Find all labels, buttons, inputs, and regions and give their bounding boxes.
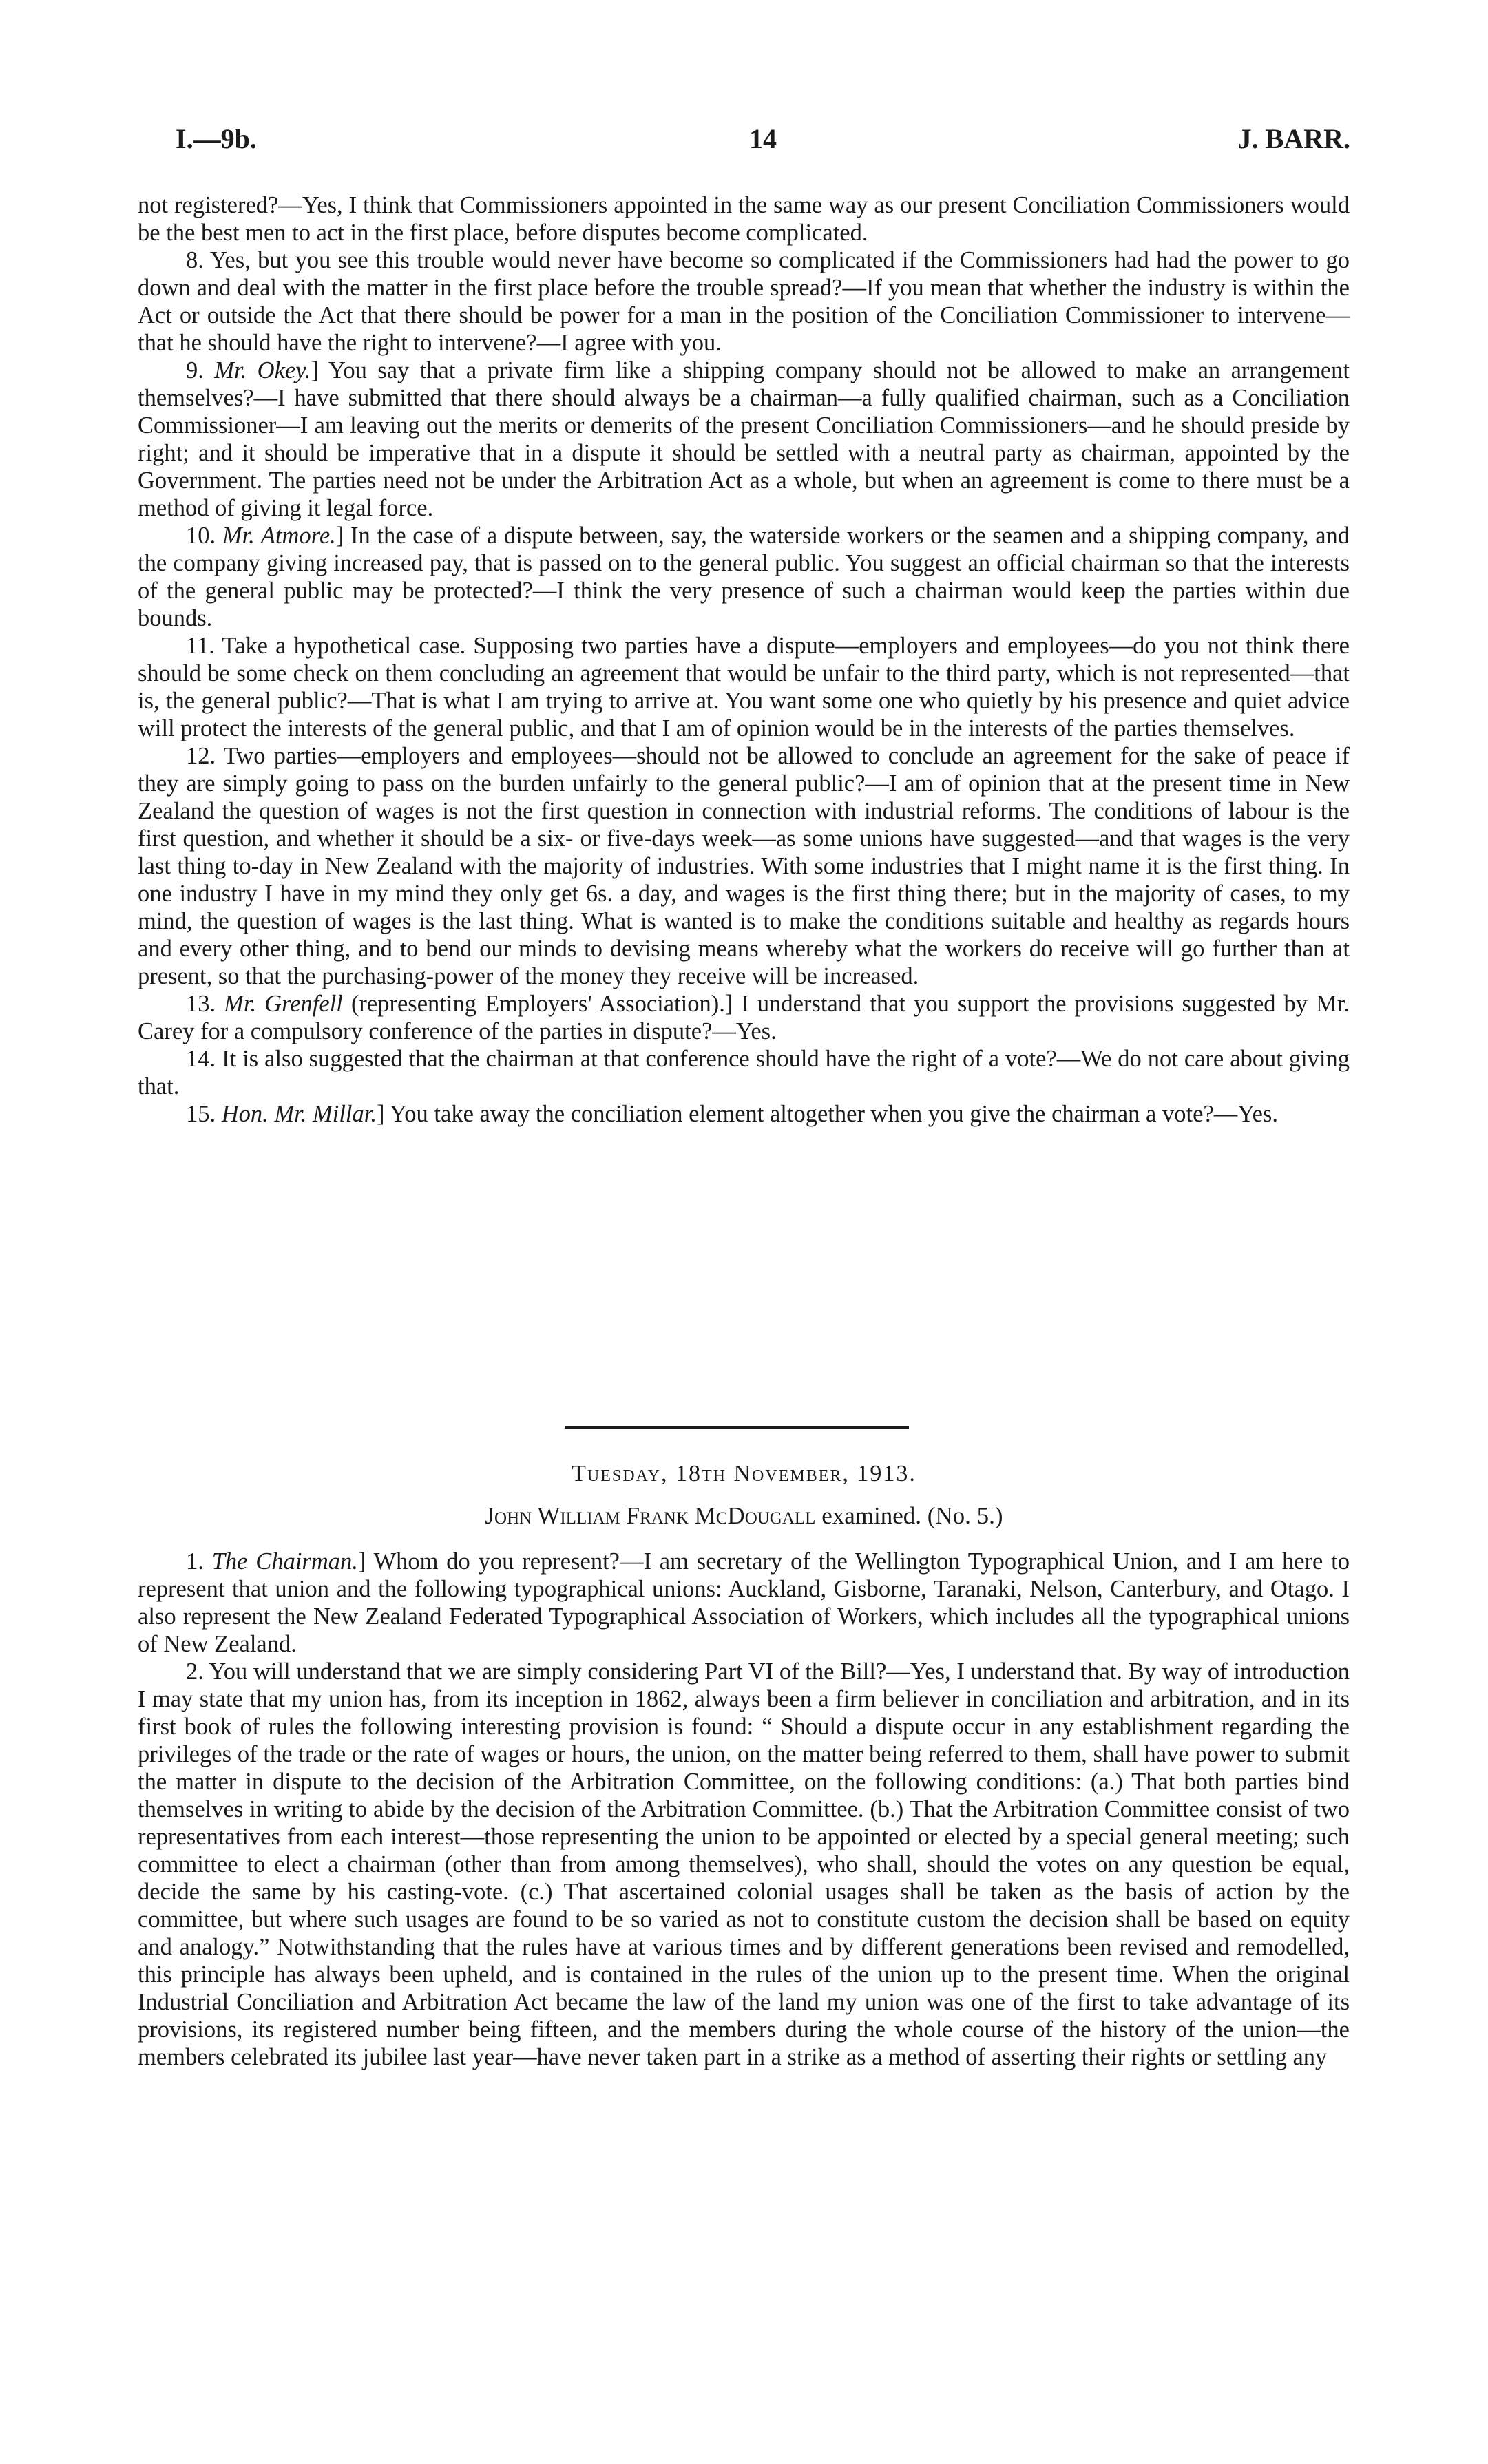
question-number: 12.	[186, 743, 216, 769]
evidence-paragraph: 1. The Chairman.] Whom do you represent?—I am secretary of the Wellington Typographical Union, and I am here to represent that union and the following typographical unions: Auckland, Gisborne, Taranaki, Nelson, Canterbury, and Otago. I also represent the New Zealand Federated Typographical Association of Workers, which includes all the typographical unions of New Zealand.	[138, 1548, 1350, 1657]
question-answer-text: In the case of a dispute between, say, the waterside workers or the seamen and a shipping company, and the company giving increased pay, that is passed on to the general public. You suggest an official chairman so that the interests of the general public may be protected?—I think the very presence of such a chairman would keep the parties within due bounds.	[138, 523, 1350, 631]
page-header	[176, 123, 1350, 164]
question-answer-text: You say that a private firm like a shipping company should not be allowed to make an arrangement themselves?—I have submitted that there should always be a chairman—a fully qualified chairman, such as a Conciliation Commissioner—I am leaving out the merits or demerits of the present Conciliation Commissioners—and he should preside by right; and it should be imperative that in a dispute it should be settled with a neutral party as chairman, appointed by the Government. The parties need not be under the Arbitration Act as a whole, but when an agreement is come to there must be a method of giving it legal force.	[138, 357, 1350, 521]
evidence-section-mcdougall	[138, 1548, 1350, 2071]
question-answer-text: You will understand that we are simply considering Part VI of the Bill?—Yes, I understand that. By way of introduction I may state that my union has, from its inception in 1862, always been a firm believer in conciliation and arbitration, and in its first book of rules the following interesting provision is found: “ Should a dispute occur in any establishment regarding the privileges of the trade or the rate of wages or hours, the union, on the matter being referred to them, shall have power to submit the matter in dispute to the decision of the Arbitration Committee, on the following conditions: (a.) That both parties bind themselves in writing to abide by the decision of the Arbitration Committee. (b.) That the Arbitration Committee consist of two representatives from each interest—those representing the union to be appointed or elected by a special general meeting; such committee to elect a chairman (other than from among themselves), who shall, should the votes on any question be equal, decide the same by his casting-vote. (c.) That ascertained colonial usages shall be taken as the basis of action by the committee, but where such usages are found to be so varied as not to constitute custom the decision shall be based on equity and analogy.” Notwithstanding that the rules have at various times and by different generations been revised and remodelled, this principle has always been upheld, and is contained in the rules of the union up to the present time. When the original Industrial Conciliation and Arbitration Act became the law of the land my union was one of the first to take advantage of its provisions, its registered number being fifteen, and the members during the whole course of the history of the union—the members celebrated its jubilee last year—have never taken part in a strike as a method of asserting their rights or settling any	[138, 1659, 1350, 2070]
question-number: 1.	[186, 1548, 204, 1575]
witness-examined-label: examined. (No. 5.)	[821, 1502, 1003, 1529]
evidence-paragraph	[138, 1045, 1350, 1100]
speaker-name: Mr. Okey.	[214, 357, 311, 383]
question-number: 14.	[186, 1046, 216, 1072]
question-number: 10.	[186, 523, 216, 549]
question-number: 13.	[186, 991, 216, 1017]
evidence-paragraph	[138, 742, 1350, 990]
question-answer-text: Two parties—employers and employees—should not be allowed to conclude an agreement for the sake of peace if they are simply going to pass on the burden unfairly to the general public?—I am of opinion that at the present time in New Zealand the question of wages is not the first question in connection with industrial reforms. The conditions of labour is the first question, and whether it should be a six- or five-days week—as some unions have suggested—and that wages is the very last thing to-day in New Zealand with the majority of industries. With some industries that I might name it is the first thing. In one industry I have in my mind they only get 6s. a day, and wages is the first thing there; but in the majority of cases, to my mind, the question of wages is the last thing. What is wanted is to make the conditions suitable and healthy as regards hours and every other thing, and to bend our minds to devising means whereby what the workers do receive will go further than at present, so that the purchasing-power of the money they receive will be increased.	[138, 743, 1350, 989]
evidence-paragraph	[138, 191, 1350, 246]
question-answer-text: Whom do you represent?—I am secretary of the Wellington Typographical Union, and I am here to represent that union and the following typographical unions: Auckland, Gisborne, Taranaki, Nelson, Canterbury, and Otago. I also represent the New Zealand Federated Typographical Association of Workers, which includes all the typographical unions of New Zealand.	[138, 1548, 1350, 1657]
evidence-paragraph	[138, 632, 1350, 742]
speaker-name: The Chairman.	[211, 1548, 358, 1575]
question-number: 8.	[186, 247, 204, 273]
section-divider	[565, 1426, 909, 1429]
question-answer-text: not registered?—Yes, I think that Commissioners appointed in the same way as our present Conciliation Commissioners would be the best men to act in the first place, before disputes become complicated.	[138, 192, 1350, 246]
evidence-paragraph	[138, 990, 1350, 1045]
page-number: 14	[749, 123, 777, 154]
evidence-paragraph	[138, 246, 1350, 357]
speaker-name: Mr. Grenfell	[224, 991, 343, 1017]
evidence-section-barr	[138, 191, 1350, 1128]
question-answer-text: It is also suggested that the chairman at that conference should have the right of a vote?—We do not care about giving that.	[138, 1046, 1350, 1099]
witness-full-name: John William Frank McDougall	[485, 1502, 816, 1529]
document-reference: I.—9b.	[176, 123, 257, 154]
question-answer-text: Take a hypothetical case. Supposing two parties have a dispute—employers and employees—do you not think there should be some check on them concluding an agreement that would be unfair to the third party, which is not represented—that is, the general public?—That is what I am trying to arrive at. You want some one who quietly by his presence and quiet advice will protect the interests of the general public, and that I am of opinion would be in the interests of the parties themselves.	[138, 633, 1350, 741]
question-number: 9.	[186, 357, 204, 383]
speaker-name: Hon. Mr. Millar.	[221, 1101, 377, 1127]
question-number: 11.	[186, 633, 215, 659]
evidence-paragraph: 15. Hon. Mr. Millar.] You take away the conciliation element altogether when you give the chairman a vote?—Yes.	[186, 1101, 1279, 1127]
evidence-paragraph: 9. Mr. Okey.] You say that a private firm like a shipping company should not be allowed to make an arrangement themselves?—I have submitted that there should always be a chairman—a fully qualified chairman, such as a Conciliation Commissioner—I am leaving out the merits or demerits of the present Conciliation Commissioners—and he should preside by right; and it should be imperative that in a dispute it should be settled with a neutral party as chairman, appointed by the Government. The parties need not be under the Arbitration Act as a whole, but when an agreement is come to there must be a method of giving it legal force.	[138, 357, 1350, 521]
witness-heading	[0, 1502, 1488, 1530]
question-number: 15.	[186, 1101, 216, 1127]
question-number: 2.	[186, 1659, 204, 1685]
witness-name: J. BARR.	[1237, 123, 1350, 154]
speaker-name: Mr. Atmore.	[222, 523, 336, 549]
question-answer-text: You take away the conciliation element altogether when you give the chairman a vote?—Yes.	[389, 1101, 1279, 1127]
evidence-paragraph	[138, 1658, 1350, 2071]
hearing-date: Tuesday, 18th November, 1913.	[572, 1461, 916, 1486]
evidence-paragraph: 10. Mr. Atmore.] In the case of a dispute between, say, the waterside workers or the seamen and a shipping company, and the company giving increased pay, that is passed on to the general public. You suggest an official chairman so that the interests of the general public may be protected?—I think the very presence of such a chairman would keep the parties within due bounds.	[138, 523, 1350, 631]
question-answer-text: Yes, but you see this trouble would never have become so complicated if the Commissioners had had the power to go down and deal with the matter in the first place before the trouble spread?—If you mean that whether the industry is within the Act or outside the Act that there should be power for a man in the position of the Conciliation Commissioner to intervene—that he should have the right to intervene?—I agree with you.	[138, 247, 1350, 356]
question-answer-text: (representing Employers' Association).] I understand that you support the provisions suggested by Mr. Carey for a compulsory conference of the parties in dispute?—Yes.	[138, 991, 1350, 1044]
